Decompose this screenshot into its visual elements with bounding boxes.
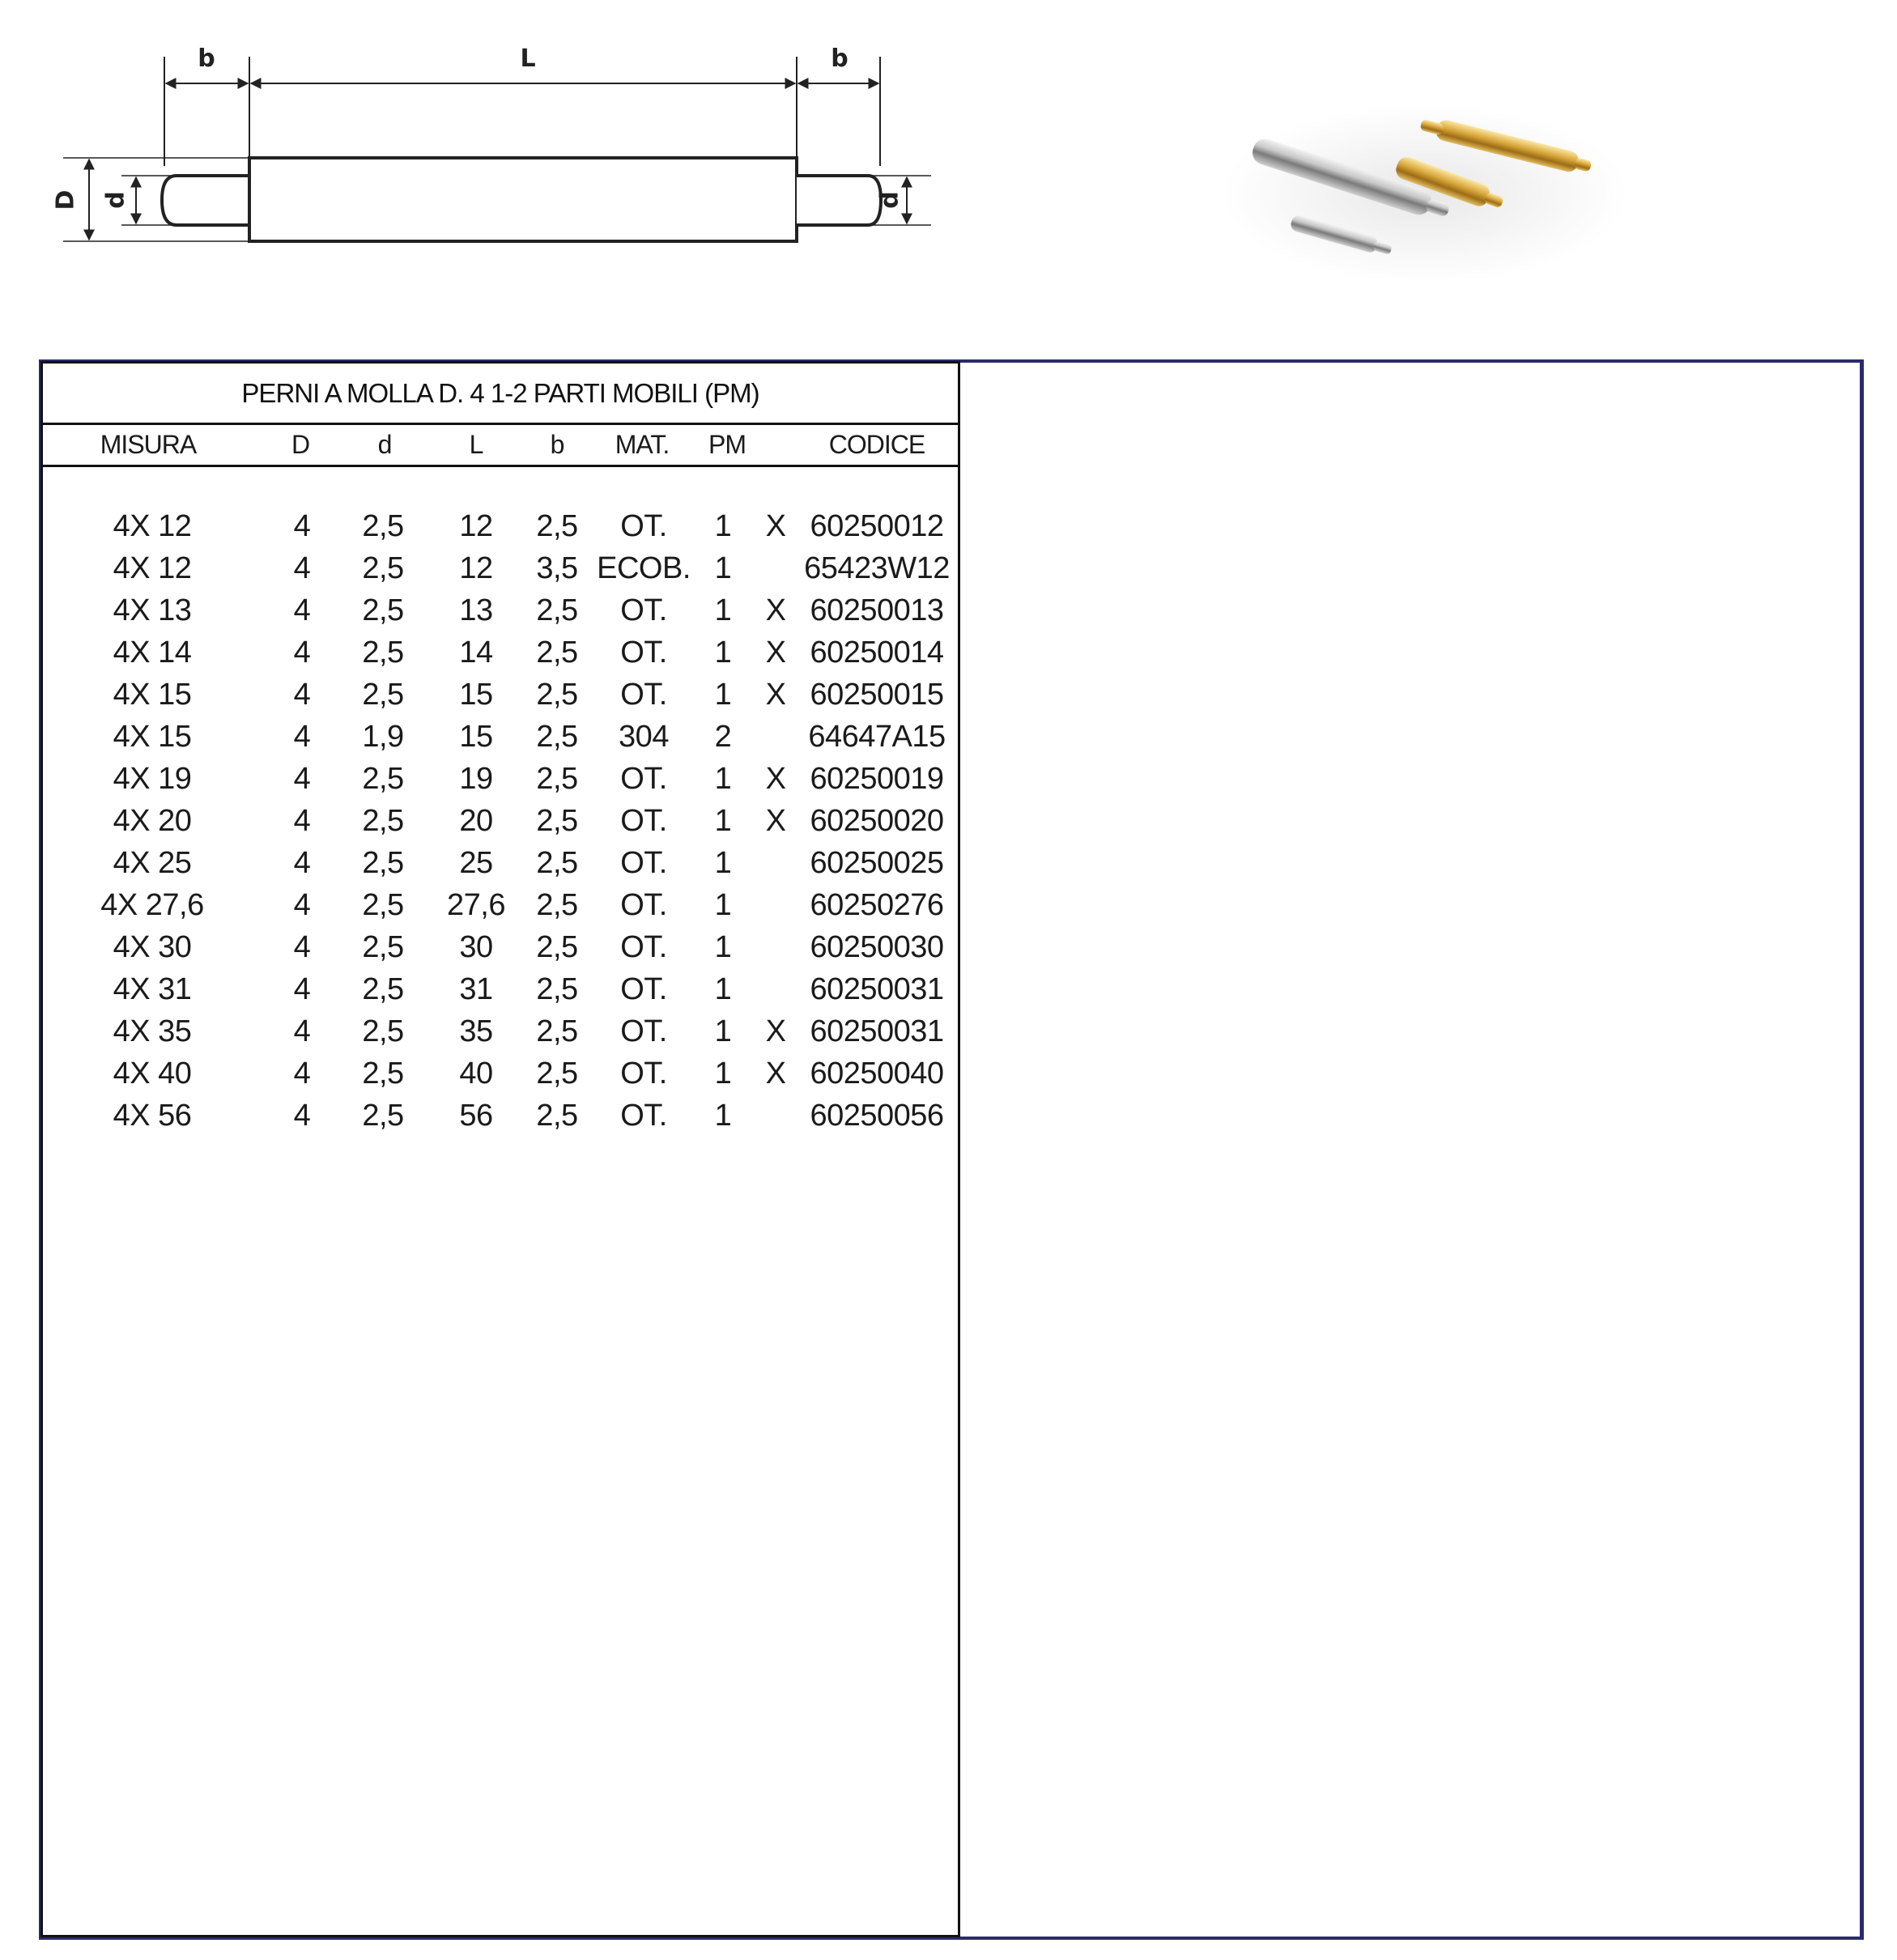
cell-L: 15 bbox=[459, 678, 493, 712]
cell-codice: 60250031 bbox=[810, 972, 944, 1006]
cell-b: 2,5 bbox=[536, 804, 578, 838]
spring-bar-dimension-diagram bbox=[49, 32, 955, 259]
cell-d: 2,5 bbox=[362, 888, 404, 922]
cell-D: 4 bbox=[293, 972, 311, 1006]
cell-d: 2,5 bbox=[362, 551, 404, 585]
cell-b: 2,5 bbox=[536, 846, 578, 880]
cell-pm: 1 bbox=[714, 1099, 732, 1133]
cell-d: 2,5 bbox=[362, 1057, 404, 1091]
cell-L: 19 bbox=[459, 762, 493, 796]
cell-d: 2,5 bbox=[362, 509, 404, 543]
col-header-codice: CODICE bbox=[828, 430, 925, 459]
cell-pm: 1 bbox=[714, 762, 732, 796]
table-row bbox=[43, 800, 958, 842]
spring-bar-photo bbox=[1214, 89, 1635, 300]
cell-d: 2,5 bbox=[362, 762, 404, 796]
product-table bbox=[40, 361, 960, 1937]
cell-mat: OT. bbox=[620, 593, 667, 627]
cell-D: 4 bbox=[293, 1099, 311, 1133]
cell-misura: 4X 15 bbox=[113, 678, 192, 712]
dim-label-D: D bbox=[51, 189, 80, 210]
cell-x-mark: X bbox=[765, 636, 786, 670]
cell-d: 2,5 bbox=[362, 1099, 404, 1133]
cell-misura: 4X 13 bbox=[113, 593, 192, 627]
cell-codice: 60250031 bbox=[810, 1014, 944, 1048]
cell-x-mark: X bbox=[765, 509, 786, 543]
cell-D: 4 bbox=[293, 888, 311, 922]
cell-misura: 4X 35 bbox=[113, 1014, 192, 1048]
cell-pm: 1 bbox=[714, 1057, 732, 1091]
cell-b: 2,5 bbox=[536, 972, 578, 1006]
cell-d: 2,5 bbox=[362, 636, 404, 670]
cell-L: 13 bbox=[459, 593, 493, 627]
cell-misura: 4X 31 bbox=[113, 972, 192, 1006]
table-row bbox=[43, 1052, 958, 1095]
cell-pm: 1 bbox=[714, 636, 732, 670]
table-row bbox=[43, 589, 958, 631]
col-header-D: D bbox=[291, 430, 310, 459]
cell-d: 1,9 bbox=[362, 720, 404, 754]
col-header-L: L bbox=[469, 430, 483, 459]
cell-L: 30 bbox=[459, 930, 493, 964]
cell-misura: 4X 30 bbox=[113, 930, 192, 964]
cell-codice: 65423W12 bbox=[804, 551, 950, 585]
cell-codice: 60250013 bbox=[810, 593, 944, 627]
cell-mat: OT. bbox=[620, 1057, 667, 1091]
cell-mat: OT. bbox=[620, 846, 667, 880]
cell-codice: 60250040 bbox=[810, 1057, 944, 1091]
cell-misura: 4X 12 bbox=[113, 551, 192, 585]
cell-misura: 4X 56 bbox=[113, 1099, 192, 1133]
cell-mat: OT. bbox=[620, 1099, 667, 1133]
col-header-misura: MISURA bbox=[100, 430, 197, 459]
cell-x-mark: X bbox=[765, 762, 786, 796]
cell-L: 27,6 bbox=[447, 888, 505, 922]
table-row bbox=[43, 547, 958, 589]
table-row bbox=[43, 1095, 958, 1137]
cell-codice: 60250014 bbox=[810, 636, 944, 670]
cell-b: 2,5 bbox=[536, 593, 578, 627]
cell-mat: OT. bbox=[620, 762, 667, 796]
cell-d: 2,5 bbox=[362, 678, 404, 712]
cell-L: 12 bbox=[459, 551, 493, 585]
table-title: PERNI A MOLLA D. 4 1-2 PARTI MOBILI (PM) bbox=[43, 364, 958, 425]
cell-d: 2,5 bbox=[362, 846, 404, 880]
cell-codice: 60250012 bbox=[810, 509, 944, 543]
cell-codice: 60250056 bbox=[810, 1099, 944, 1133]
cell-L: 25 bbox=[459, 846, 493, 880]
cell-mat: OT. bbox=[620, 972, 667, 1006]
cell-d: 2,5 bbox=[362, 593, 404, 627]
cell-d: 2,5 bbox=[362, 930, 404, 964]
col-header-b: b bbox=[550, 430, 564, 459]
cell-d: 2,5 bbox=[362, 1014, 404, 1048]
cell-D: 4 bbox=[293, 846, 311, 880]
cell-L: 20 bbox=[459, 804, 493, 838]
col-header-pm: PM bbox=[708, 430, 746, 459]
cell-pm: 1 bbox=[714, 888, 732, 922]
cell-D: 4 bbox=[293, 762, 311, 796]
cell-misura: 4X 12 bbox=[113, 509, 192, 543]
table-row bbox=[43, 758, 958, 800]
cell-codice: 60250019 bbox=[810, 762, 944, 796]
cell-b: 2,5 bbox=[536, 888, 578, 922]
dim-label-L: L bbox=[520, 45, 536, 73]
cell-b: 2,5 bbox=[536, 1014, 578, 1048]
cell-x-mark: X bbox=[765, 1057, 786, 1091]
dim-label-b-left: b bbox=[198, 45, 215, 73]
cell-mat: ECOB. bbox=[597, 551, 691, 585]
cell-b: 2,5 bbox=[536, 636, 578, 670]
cell-pm: 1 bbox=[714, 593, 732, 627]
cell-pm: 1 bbox=[714, 1014, 732, 1048]
cell-pm: 2 bbox=[714, 720, 732, 754]
cell-b: 2,5 bbox=[536, 1099, 578, 1133]
cell-b: 2,5 bbox=[536, 720, 578, 754]
cell-x-mark: X bbox=[765, 1014, 786, 1048]
cell-D: 4 bbox=[293, 593, 311, 627]
cell-b: 2,5 bbox=[536, 762, 578, 796]
cell-b: 3,5 bbox=[536, 551, 578, 585]
cell-codice: 64647A15 bbox=[808, 720, 946, 754]
cell-codice: 60250020 bbox=[810, 804, 944, 838]
cell-codice: 60250276 bbox=[810, 888, 944, 922]
cell-D: 4 bbox=[293, 804, 311, 838]
cell-misura: 4X 27,6 bbox=[100, 888, 204, 922]
col-header-d: d bbox=[377, 430, 392, 459]
table-row bbox=[43, 1010, 958, 1052]
table-row bbox=[43, 884, 958, 926]
cell-D: 4 bbox=[293, 636, 311, 670]
cell-D: 4 bbox=[293, 678, 311, 712]
cell-pm: 1 bbox=[714, 509, 732, 543]
cell-codice: 60250015 bbox=[810, 678, 944, 712]
cell-pm: 1 bbox=[714, 804, 732, 838]
table-header-row bbox=[43, 425, 958, 467]
cell-x-mark: X bbox=[765, 678, 786, 712]
cell-D: 4 bbox=[293, 1057, 311, 1091]
cell-d: 2,5 bbox=[362, 804, 404, 838]
cell-x-mark: X bbox=[765, 804, 786, 838]
table-row bbox=[43, 842, 958, 884]
cell-b: 2,5 bbox=[536, 1057, 578, 1091]
cell-D: 4 bbox=[293, 551, 311, 585]
table-row bbox=[43, 716, 958, 758]
col-header-mat: MAT. bbox=[615, 430, 670, 459]
cell-L: 56 bbox=[459, 1099, 493, 1133]
cell-pm: 1 bbox=[714, 972, 732, 1006]
dim-label-b-right: b bbox=[831, 45, 849, 73]
cell-codice: 60250025 bbox=[810, 846, 944, 880]
cell-misura: 4X 25 bbox=[113, 846, 192, 880]
cell-misura: 4X 14 bbox=[113, 636, 192, 670]
cell-L: 14 bbox=[459, 636, 493, 670]
table-row bbox=[43, 505, 958, 547]
cell-L: 31 bbox=[459, 972, 493, 1006]
cell-codice: 60250030 bbox=[810, 930, 944, 964]
cell-mat: OT. bbox=[620, 636, 667, 670]
cell-mat: OT. bbox=[620, 930, 667, 964]
cell-pm: 1 bbox=[714, 930, 732, 964]
cell-D: 4 bbox=[293, 1014, 311, 1048]
cell-b: 2,5 bbox=[536, 930, 578, 964]
cell-L: 35 bbox=[459, 1014, 493, 1048]
cell-pm: 1 bbox=[714, 551, 732, 585]
cell-misura: 4X 15 bbox=[113, 720, 192, 754]
cell-D: 4 bbox=[293, 930, 311, 964]
table-row bbox=[43, 631, 958, 674]
table-row bbox=[43, 926, 958, 968]
dim-label-d-left: d bbox=[101, 191, 130, 209]
cell-L: 40 bbox=[459, 1057, 493, 1091]
table-body bbox=[43, 505, 958, 1137]
table-row bbox=[43, 674, 958, 716]
cell-D: 4 bbox=[293, 720, 311, 754]
cell-x-mark: X bbox=[765, 593, 786, 627]
cell-L: 12 bbox=[459, 509, 493, 543]
dim-label-d-right: d bbox=[875, 191, 904, 209]
cell-pm: 1 bbox=[714, 678, 732, 712]
cell-mat: 304 bbox=[619, 720, 669, 754]
cell-mat: OT. bbox=[620, 1014, 667, 1048]
cell-L: 15 bbox=[459, 720, 493, 754]
cell-b: 2,5 bbox=[536, 678, 578, 712]
cell-misura: 4X 19 bbox=[113, 762, 192, 796]
cell-misura: 4X 20 bbox=[113, 804, 192, 838]
cell-b: 2,5 bbox=[536, 509, 578, 543]
cell-pm: 1 bbox=[714, 846, 732, 880]
table-row bbox=[43, 968, 958, 1010]
cell-mat: OT. bbox=[620, 888, 667, 922]
cell-d: 2,5 bbox=[362, 972, 404, 1006]
cell-mat: OT. bbox=[620, 678, 667, 712]
cell-mat: OT. bbox=[620, 509, 667, 543]
cell-mat: OT. bbox=[620, 804, 667, 838]
cell-misura: 4X 40 bbox=[113, 1057, 192, 1091]
cell-D: 4 bbox=[293, 509, 311, 543]
